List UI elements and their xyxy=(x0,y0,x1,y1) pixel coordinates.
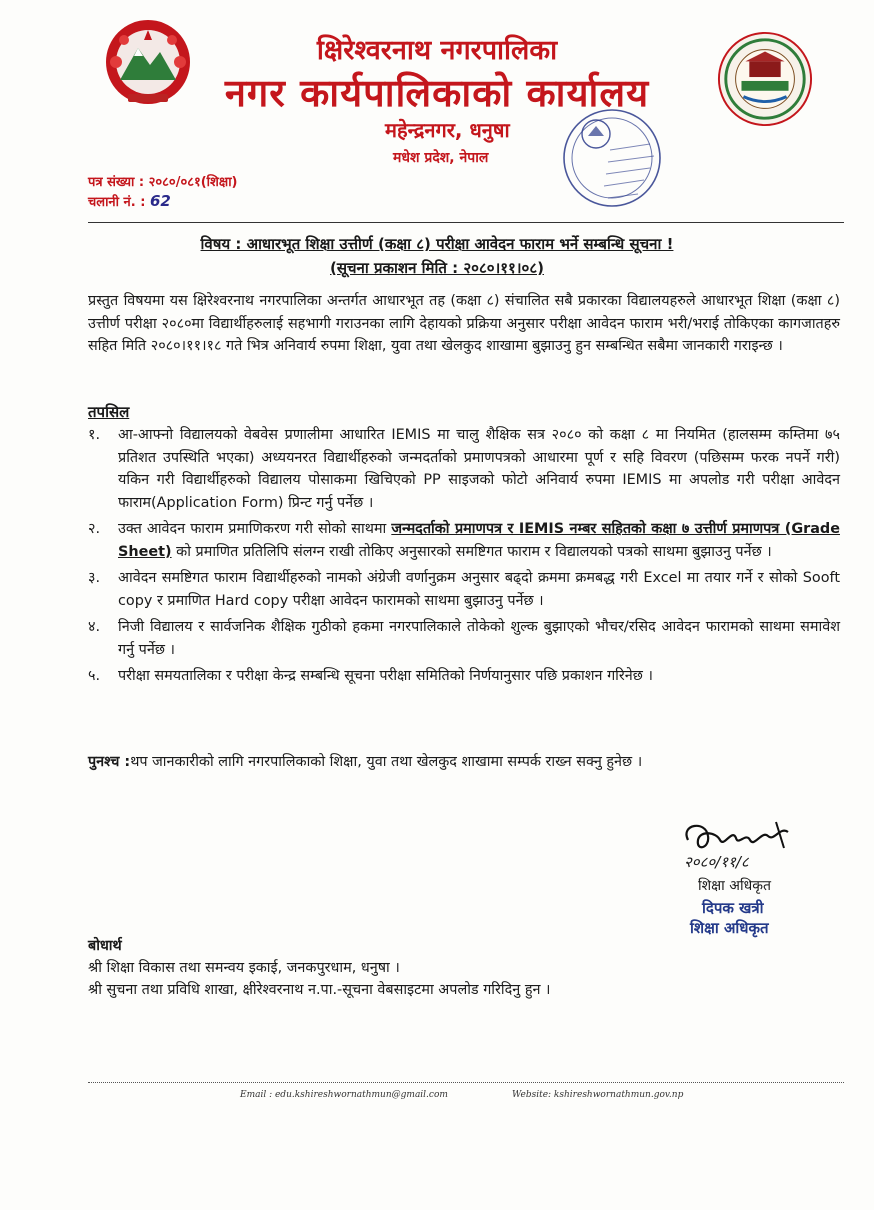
postscript-text: थप जानकारीको लागि नगरपालिकाको शिक्षा, युवा तथा खेलकुद शाखामा सम्पर्क राख्न सक्नु हुनेछ । xyxy=(130,754,643,770)
list-item xyxy=(88,518,840,563)
signatory-role-stamp: शिक्षा अधिकृत xyxy=(690,919,769,937)
footer-email: Email : edu.kshireshwornathmun@gmail.com xyxy=(240,1090,448,1100)
item-text-part: उक्त आवेदन फाराम प्रमाणिकरण गरी सोको साथमा xyxy=(118,521,392,537)
item-number: २. xyxy=(88,521,101,537)
item-text-underlined: जन्मदर्ताको प्रमाणपत्र र IEMIS नम्बर सहितको कक्षा ७ उत्तीर्ण प्रमाणपत्र (Grade Sheet) xyxy=(118,521,840,560)
footer-website: Website: kshireshwornathmun.gov.np xyxy=(512,1090,684,1100)
subject-block xyxy=(0,234,874,278)
municipality-name: क्षिरेश्वरनाथ नगरपालिका xyxy=(316,35,558,66)
list-item xyxy=(88,567,840,612)
cc-line: श्री सुचना तथा प्रविधि शाखा, क्षीरेश्वरनाथ न.पा.-सूचना वेबसाइटमा अपलोड गरिदिनु हुन । xyxy=(88,982,551,998)
item-text xyxy=(118,518,840,563)
list-item xyxy=(88,616,840,661)
item-number: ५. xyxy=(88,668,101,684)
cc-line: श्री शिक्षा विकास तथा समन्वय इकाई, जनकपुरधाम, धनुषा । xyxy=(88,960,400,976)
dispatch-number-value: 62 xyxy=(149,192,171,210)
publication-date: (सूचना प्रकाशन मिति : २०८०।११।०८) xyxy=(330,259,544,277)
item-number: १. xyxy=(88,427,101,443)
letter-number-label: पत्र संख्या : xyxy=(88,175,145,190)
footer-divider xyxy=(88,1082,844,1083)
letter-number-value: २०८०/०८१(शिक्षा) xyxy=(148,175,238,190)
item-number: ३. xyxy=(88,570,101,586)
details-list xyxy=(88,424,840,692)
item-number: ४. xyxy=(88,619,101,635)
postscript-label: पुनश्च : xyxy=(88,754,131,770)
details-heading: तपसिल xyxy=(88,403,130,421)
item-text: निजी विद्यालय र सार्वजनिक शैक्षिक गुठीको हकमा नगरपालिकाले तोकेको शुल्क बुझाएको भौचर/रसिद आवेदन फारामको साथमा समावेश गर्नु पर्नेछ । xyxy=(118,619,840,658)
office-stamp-icon xyxy=(550,100,670,220)
dispatch-number-label: चलानी नं. : xyxy=(88,195,146,210)
office-title: नगर कार्यपालिकाको कार्यालय xyxy=(224,71,650,115)
item-text: परीक्षा समयतालिका र परीक्षा केन्द्र सम्बन्धि सूचना परीक्षा समितिको निर्णयानुसार पछि प्रकाशन गरिनेछ । xyxy=(118,668,653,684)
item-text: आवेदन समष्टिगत फाराम विद्यार्थीहरुको नामको अंग्रेजी वर्णानुक्रम अनुसार बढ्दो क्रममा क्रमबद्ध गरी Excel मा तयार गर्ने र सोको Sooft copy र प्रमाणित Hard copy परीक्षा आवेदन फारामको साथमा बुझाउनु पर्नेछ । xyxy=(118,570,840,609)
item-text: आ-आफ्नो विद्यालयको वेबवेस प्रणालीमा आधारित IEMIS मा चालु शैक्षिक सत्र २०८० को कक्षा ८ मा नियमित (हालसम्म कम्तिमा ७५ प्रतिशत उपस्थिति भएका) अध्ययनरत विद्यार्थीहरुको जन्मदर्ताको प्रमाणपत्रको आधारमा पूर्ण र सहि विवरण (पछिसम्म फरक नपर्ने गरी) यकिन गरी विद्यार्थीहरुको विद्यालय पोसाकमा खिचिएको PP साइजको फोटो अनिवार्य रुपमा IEMIS मा अपलोड गरी परीक्षा आवेदन फाराम(Application Form) प्रिन्ट गर्नु पर्नेछ । xyxy=(118,427,840,511)
item-text-part: को प्रमाणित प्रतिलिपि संलग्न राखी तोकिए अनुसारको समष्टिगत फाराम र विद्यालयको पत्रको साथमा बुझाउनु पर्नेछ । xyxy=(171,543,772,560)
header-divider xyxy=(88,222,844,223)
signature-date: २०८०/११/८ xyxy=(684,853,749,871)
address-city: महेन्द्रनगर, धनुषा xyxy=(385,118,510,142)
address-province: मधेश प्रदेश, नेपाल xyxy=(393,150,489,166)
signatory-role: शिक्षा अधिकृत xyxy=(698,878,771,894)
municipality-seal-icon xyxy=(716,30,814,128)
postscript xyxy=(88,752,642,771)
intro-paragraph: प्रस्तुत विषयमा यस क्षिरेश्वरनाथ नगरपालिका अन्तर्गत आधारभूत तह (कक्षा ८) संचालित सबै प्रकारका विद्यालयहरुले आधारभूत शिक्षा (कक्षा ८) उत्तीर्ण परीक्षा २०८०मा विद्यार्थीहरुलाई सहभागी गराउनका लागि देहायको प्रक्रिया अनुसार परीक्षा आवेदन फाराम भरी/भराई तोकिएका कागजातहरु सहित मिति २०८०।११।१८ गते भित्र अनिवार्य रुपमा शिक्षा, युवा तथा खेलकुद शाखामा बुझाउनु हुन सम्बन्धित सबैमा जानकारी गराइन्छ । xyxy=(88,293,840,354)
dispatch-number xyxy=(88,192,171,210)
list-item xyxy=(88,424,840,514)
letter-number xyxy=(88,172,238,190)
signatory-name-stamp: दिपक खत्री xyxy=(702,899,764,917)
subject-line: विषय : आधारभूत शिक्षा उत्तीर्ण (कक्षा ८) परीक्षा आवेदन फाराम भर्ने सम्बन्धि सूचना ! xyxy=(200,235,674,253)
list-item xyxy=(88,665,840,688)
cc-heading: बोधार्थ xyxy=(88,938,122,954)
